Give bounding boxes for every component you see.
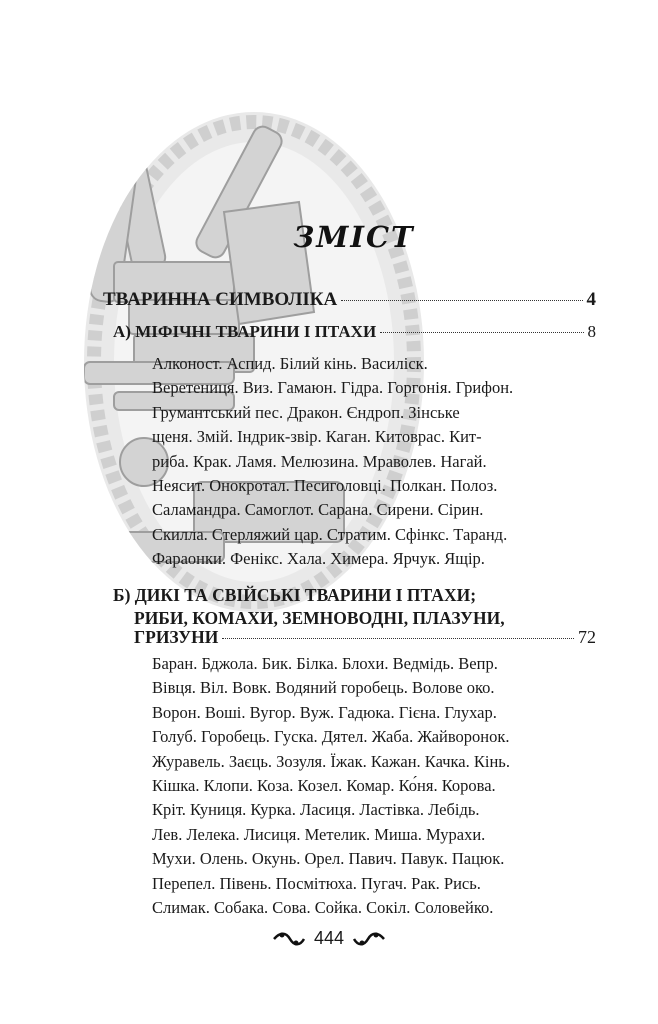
list-line: Неясит. Онокротал. Песиголовці. Полкан. Полоз. <box>152 476 498 496</box>
toc-entry-wild-domestic-line2[interactable] <box>134 608 505 629</box>
dot-leader <box>341 300 582 301</box>
toc-label: А) МІФІЧНІ ТВАРИНИ І ПТАХИ <box>113 322 377 341</box>
list-line: Кріт. Куниця. Курка. Ласиця. Ластівка. Лебідь. <box>152 800 480 820</box>
page-footer <box>0 928 658 949</box>
list-line: Вівця. Віл. Вовк. Водяний горобець. Волове око. <box>152 678 495 698</box>
list-line: Голуб. Горобець. Гуска. Дятел. Жаба. Жайворонок. <box>152 727 510 747</box>
list-line: Веретениця. Виз. Гамаюн. Гідра. Горгонія. Грифон. <box>152 378 514 398</box>
toc-entry-wild-domestic-line1[interactable] <box>113 585 476 606</box>
toc-entry-wild-domestic-line3[interactable] <box>134 627 596 648</box>
list-line: Алконост. Аспид. Білий кінь. Василіск. <box>152 354 428 373</box>
list-line: Лев. Лелека. Лисиця. Метелик. Миша. Мурахи. <box>152 824 486 844</box>
left-flourish-icon <box>272 930 306 948</box>
list-line: Перепел. Півень. Посмітюха. Пугач. Рак. Рись. <box>152 873 481 893</box>
list-line: Фараонки. Фенікс. Хала. Химера. Ярчук. Ящір. <box>152 549 485 569</box>
wild-domestic-animals-list <box>152 652 510 920</box>
list-line: Грумантський пес. Дракон. Єндроп. Зінське <box>152 402 460 422</box>
list-line: Мухи. Олень. Окунь. Орел. Павич. Павук. Пацюк. <box>152 849 505 869</box>
list-line: Кішка. Клопи. Коза. Козел. Комар. Ко́ня. Корова. <box>152 776 496 796</box>
toc-label: ТВАРИННА СИМВОЛІКА <box>103 289 338 310</box>
toc-label: Б) ДИКІ ТА СВІЙСЬКІ ТВАРИНИ І ПТАХИ; <box>113 585 477 605</box>
toc-page-number: 4 <box>586 289 596 310</box>
list-line: Журавель. Заєць. Зозуля. Їжак. Кажан. Качка. Кінь. <box>152 751 510 771</box>
list-line: Саламандра. Самоглот. Сарана. Сирени. Сірин. <box>152 500 484 520</box>
toc-entry-mythical-animals[interactable] <box>113 322 596 342</box>
list-line: Скилла. Стерляжий цар. Стратим. Сфінкс. Таранд. <box>152 524 508 544</box>
toc-label: ГРИЗУНИ <box>134 627 219 647</box>
mythical-animals-list <box>152 352 513 572</box>
toc-page-number: 8 <box>587 322 596 341</box>
list-line: Слимак. Собака. Сова. Сойка. Сокіл. Соловейко. <box>152 898 494 918</box>
toc-label: РИБИ, КОМАХИ, ЗЕМНОВОДНІ, ПЛАЗУНИ, <box>134 608 505 628</box>
list-line: щеня. Змій. Індрик-звір. Каган. Китоврас. Кит- <box>152 427 482 447</box>
dot-leader <box>380 332 583 333</box>
page-number: 444 <box>313 928 345 948</box>
toc-entry-animal-symbolism[interactable] <box>103 289 596 311</box>
list-line: риба. Крак. Ламя. Мелюзина. Мраволев. Нагай. <box>152 451 487 471</box>
list-line: Баран. Бджола. Бик. Білка. Блохи. Ведмідь. Вепр. <box>152 654 498 673</box>
list-line: Ворон. Воші. Вугор. Вуж. Гадюка. Гієна. Глухар. <box>152 702 497 722</box>
page-title: ЗМІСТ <box>293 220 415 254</box>
dot-leader <box>222 638 574 639</box>
toc-page-number: 72 <box>578 627 596 647</box>
right-flourish-icon <box>352 930 386 948</box>
